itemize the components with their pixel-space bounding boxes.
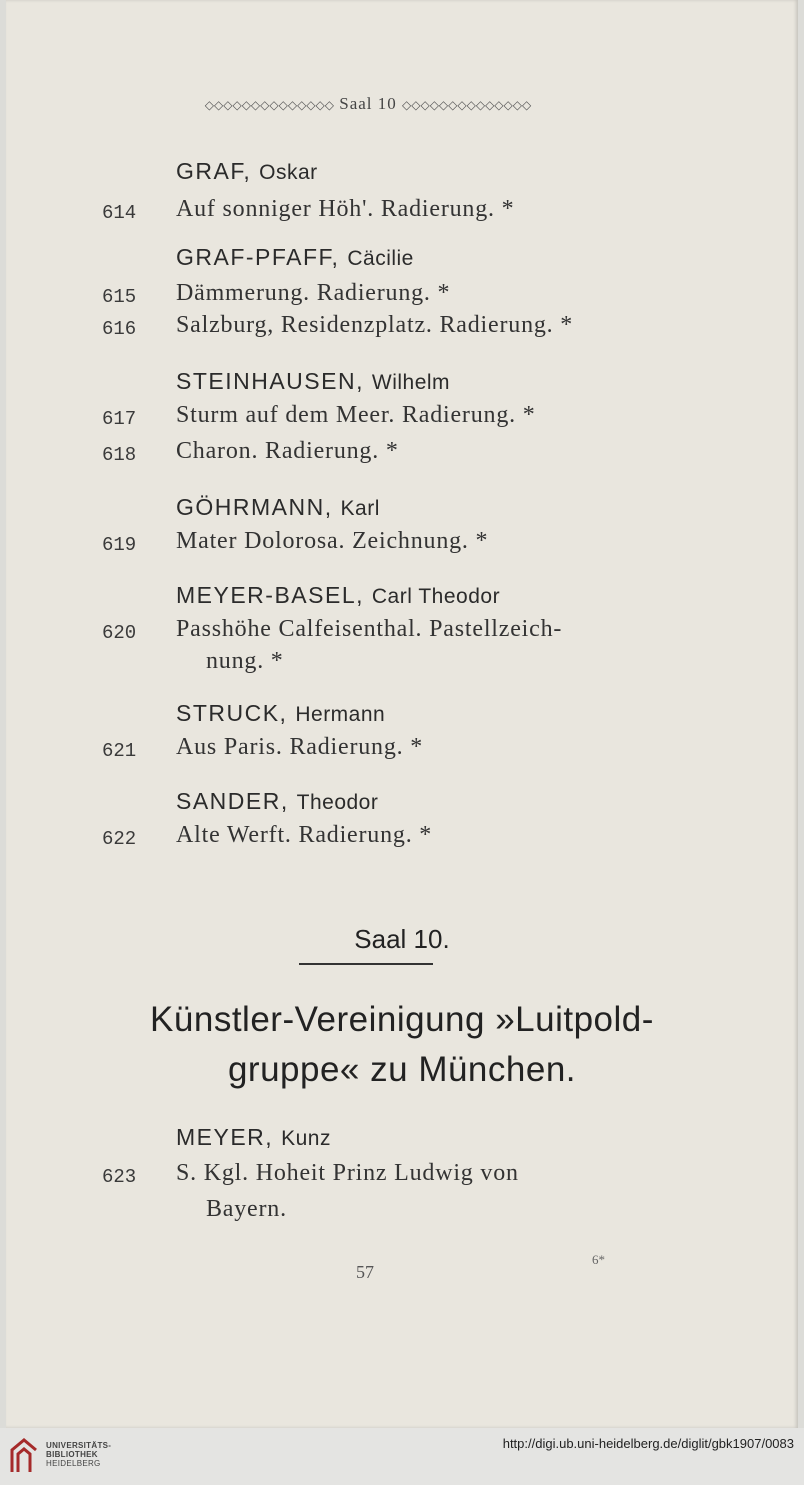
catalogue-number: 619	[102, 534, 137, 556]
catalogue-number: 618	[102, 444, 137, 466]
printer-signature: 6*	[592, 1252, 605, 1267]
artist-name: MEYER-BASEL, Carl Theodor	[176, 582, 501, 608]
artist-name: MEYER, Kunz	[176, 1124, 331, 1150]
artist-name: GRAF, Oskar	[176, 158, 318, 184]
catalogue-number: 615	[102, 286, 137, 308]
artist-name: GRAF-PFAFF, Cäcilie	[176, 244, 414, 270]
catalogue-number: 621	[102, 740, 137, 762]
page	[6, 0, 798, 1428]
work-title: Charon. Radierung. *	[176, 438, 399, 464]
catalogue-number: 620	[102, 622, 137, 644]
catalogue-number: 617	[102, 408, 137, 430]
work-title-continuation: nung. *	[206, 648, 284, 674]
group-title-line1: Künstler-Vereinigung »Luitpold-	[150, 1000, 654, 1039]
catalogue-number: 614	[102, 202, 137, 224]
section-heading: Saal 10.	[354, 924, 450, 954]
work-title: Passhöhe Calfeisenthal. Pastellzeich-	[176, 616, 563, 642]
work-title: Sturm auf dem Meer. Radierung. *	[176, 402, 536, 428]
work-title: Dämmerung. Radierung. *	[176, 280, 451, 306]
library-logo-icon	[8, 1436, 40, 1476]
catalogue-number: 623	[102, 1166, 137, 1188]
catalogue-number: 616	[102, 318, 137, 340]
catalogue-number: 622	[102, 828, 137, 850]
artist-name: STRUCK, Hermann	[176, 700, 386, 726]
work-title-continuation: Bayern.	[206, 1196, 287, 1222]
work-title: Alte Werft. Radierung. *	[176, 822, 433, 848]
header-ornament-right: ◇◇◇◇◇◇◇◇◇◇◇◇◇◇	[402, 98, 532, 112]
group-title-line2: gruppe« zu München.	[227, 1050, 577, 1089]
work-title: S. Kgl. Hoheit Prinz Ludwig von	[176, 1160, 519, 1186]
library-logo-text: UNIVERSITÄTS- BIBLIOTHEK HEIDELBERG	[46, 1441, 112, 1468]
running-header	[88, 94, 648, 114]
artist-name: STEINHAUSEN, Wilhelm	[176, 368, 451, 394]
work-title: Mater Dolorosa. Zeichnung. *	[176, 528, 489, 554]
section-underline	[299, 963, 433, 965]
work-title: Salzburg, Residenzplatz. Radierung. *	[176, 312, 574, 338]
page-number: 57	[356, 1262, 374, 1282]
work-title: Aus Paris. Radierung. *	[176, 734, 424, 760]
viewer-footer	[0, 1428, 804, 1485]
work-title: Auf sonniger Höh'. Radierung. *	[176, 196, 515, 222]
header-title: Saal 10	[339, 94, 397, 113]
header-ornament-left: ◇◇◇◇◇◇◇◇◇◇◇◇◇◇	[204, 98, 334, 112]
artist-name: SANDER, Theodor	[176, 788, 379, 814]
artist-name: GÖHRMANN, Karl	[176, 494, 380, 520]
permalink-url[interactable]: http://digi.ub.uni-heidelberg.de/diglit/gbk1907/0083	[502, 1436, 794, 1451]
